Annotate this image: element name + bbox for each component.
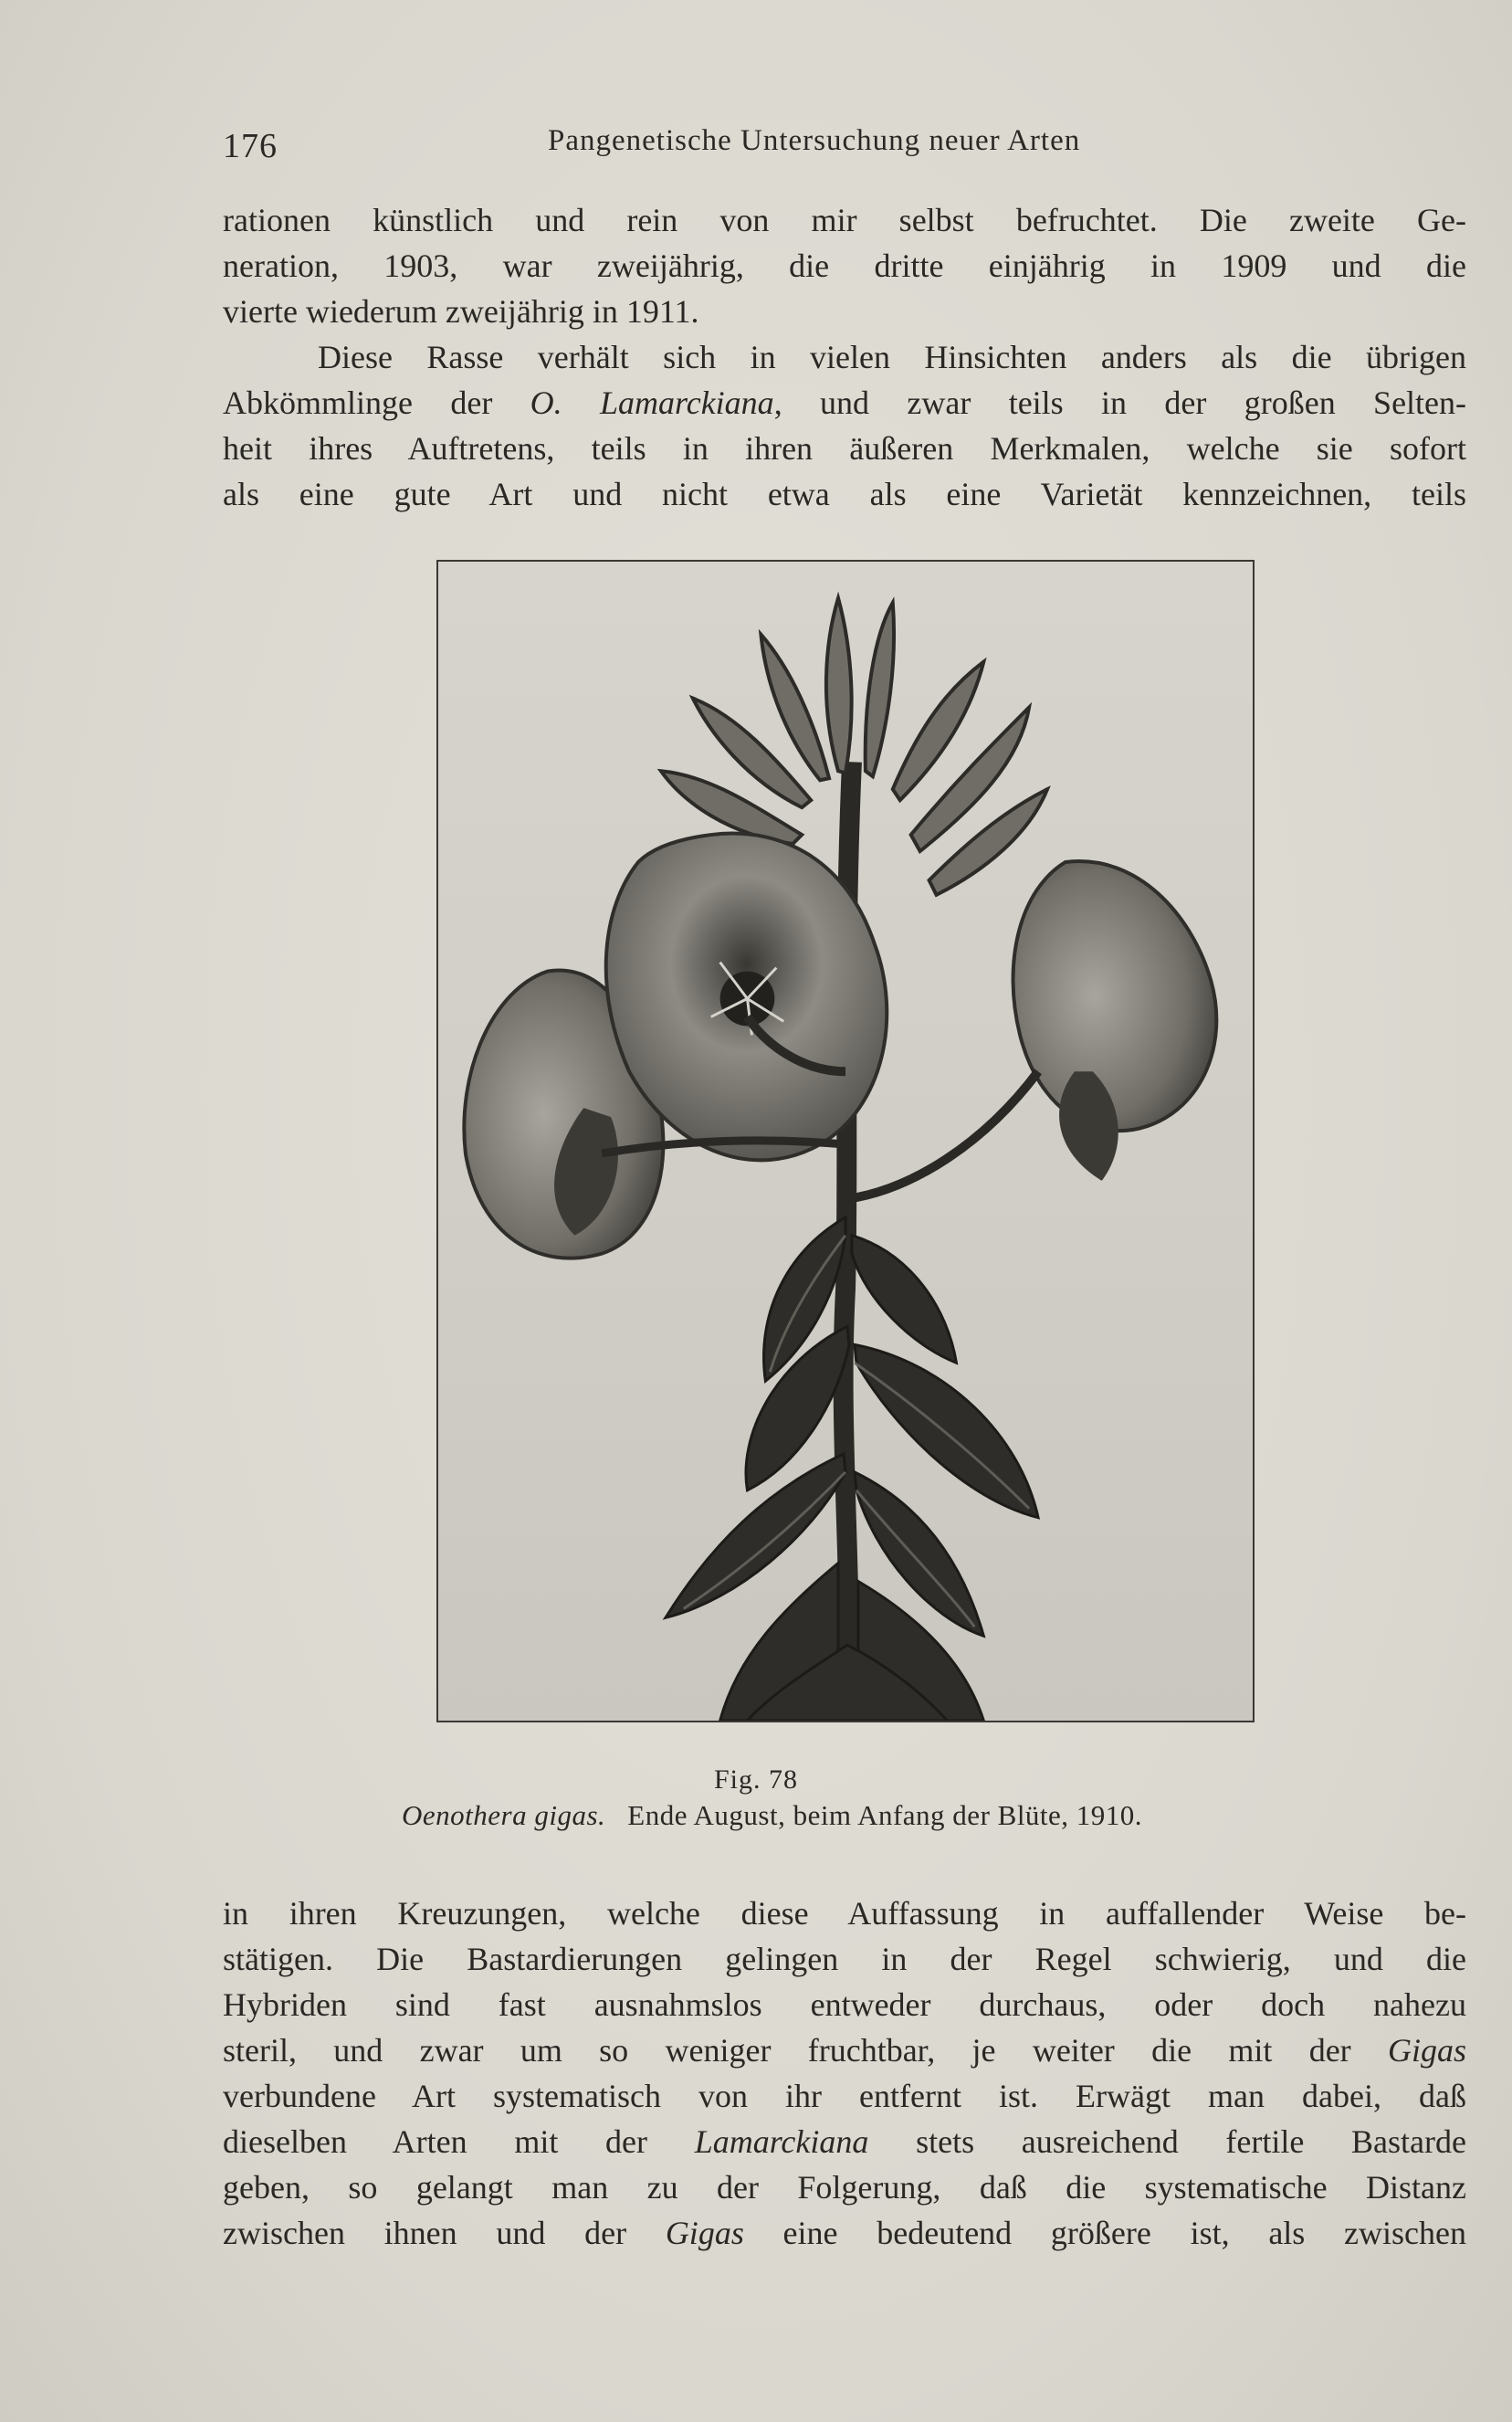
text-line: [223, 2027, 1466, 2073]
text-line: [223, 2119, 1466, 2164]
text-block-bottom: [223, 1890, 1466, 2256]
text-line: neration, 1903, war zweijährig, die dritte einjährig in 1909 und die: [223, 247, 1466, 284]
plant-photo-illustration: [438, 562, 1253, 1721]
species-name: O. Lamarckiana: [530, 384, 774, 421]
figure-photo-frame: [436, 560, 1255, 1722]
text-span: , und zwar teils in der großen Selten-: [773, 384, 1467, 421]
text-line: rationen künstlich und rein von mir selbst befruchtet. Die zweite Ge-: [223, 202, 1466, 238]
text-line: geben, so gelangt man zu der Folgerung, daß die systematische Distanz: [223, 2169, 1466, 2206]
figure-caption-species: Oenothera gigas.: [402, 1799, 606, 1831]
figure-caption: [402, 1799, 1142, 1832]
species-name: Gigas: [665, 2215, 744, 2251]
figure-number: Fig. 78: [713, 1764, 799, 1795]
text-span: Abkömmlinge der: [223, 384, 530, 421]
text-span: eine bedeutend größere ist, als zwischen: [743, 2215, 1466, 2251]
text-span: steril, und zwar um so weniger fruchtbar, je weiter die mit der: [223, 2032, 1388, 2069]
page-number: 176: [223, 127, 278, 165]
text-line: Hybriden sind fast ausnahmslos entweder durchaus, oder doch nahezu: [223, 1986, 1466, 2023]
text-block-top: [223, 197, 1466, 517]
text-line: in ihren Kreuzungen, welche diese Auffassung in auffallender Weise be-: [223, 1895, 1466, 1932]
text-line: [223, 2210, 1466, 2256]
text-line: vierte wiederum zweijährig in 1911.: [223, 293, 699, 330]
text-line: als eine gute Art und nicht etwa als eine Varietät kennzeichnen, teils: [223, 476, 1466, 512]
text-span: stets ausreichend fertile Bastarde: [868, 2123, 1466, 2160]
species-name: Lamarckiana: [694, 2123, 869, 2160]
text-line: stätigen. Die Bastardierungen gelingen in der Regel schwierig, und die: [223, 1941, 1466, 1977]
text-line: verbundene Art systematisch von ihr entfernt ist. Erwägt man dabei, daß: [223, 2078, 1466, 2114]
paragraph-start-line: Diese Rasse verhält sich in vielen Hinsichten anders als die übrigen: [318, 339, 1466, 375]
running-title: Pangenetische Untersuchung neuer Arten: [548, 124, 1081, 157]
figure-caption-text: Ende August, beim Anfang der Blüte, 1910.: [627, 1799, 1143, 1831]
species-name: Gigas: [1387, 2032, 1466, 2069]
text-span: zwischen ihnen und der: [223, 2215, 666, 2251]
text-line: heit ihres Auftretens, teils in ihren äußeren Merkmalen, welche sie sofort: [223, 430, 1466, 467]
text-line: [223, 380, 1466, 426]
page-header: [0, 126, 1512, 181]
text-span: dieselben Arten mit der: [223, 2123, 695, 2160]
